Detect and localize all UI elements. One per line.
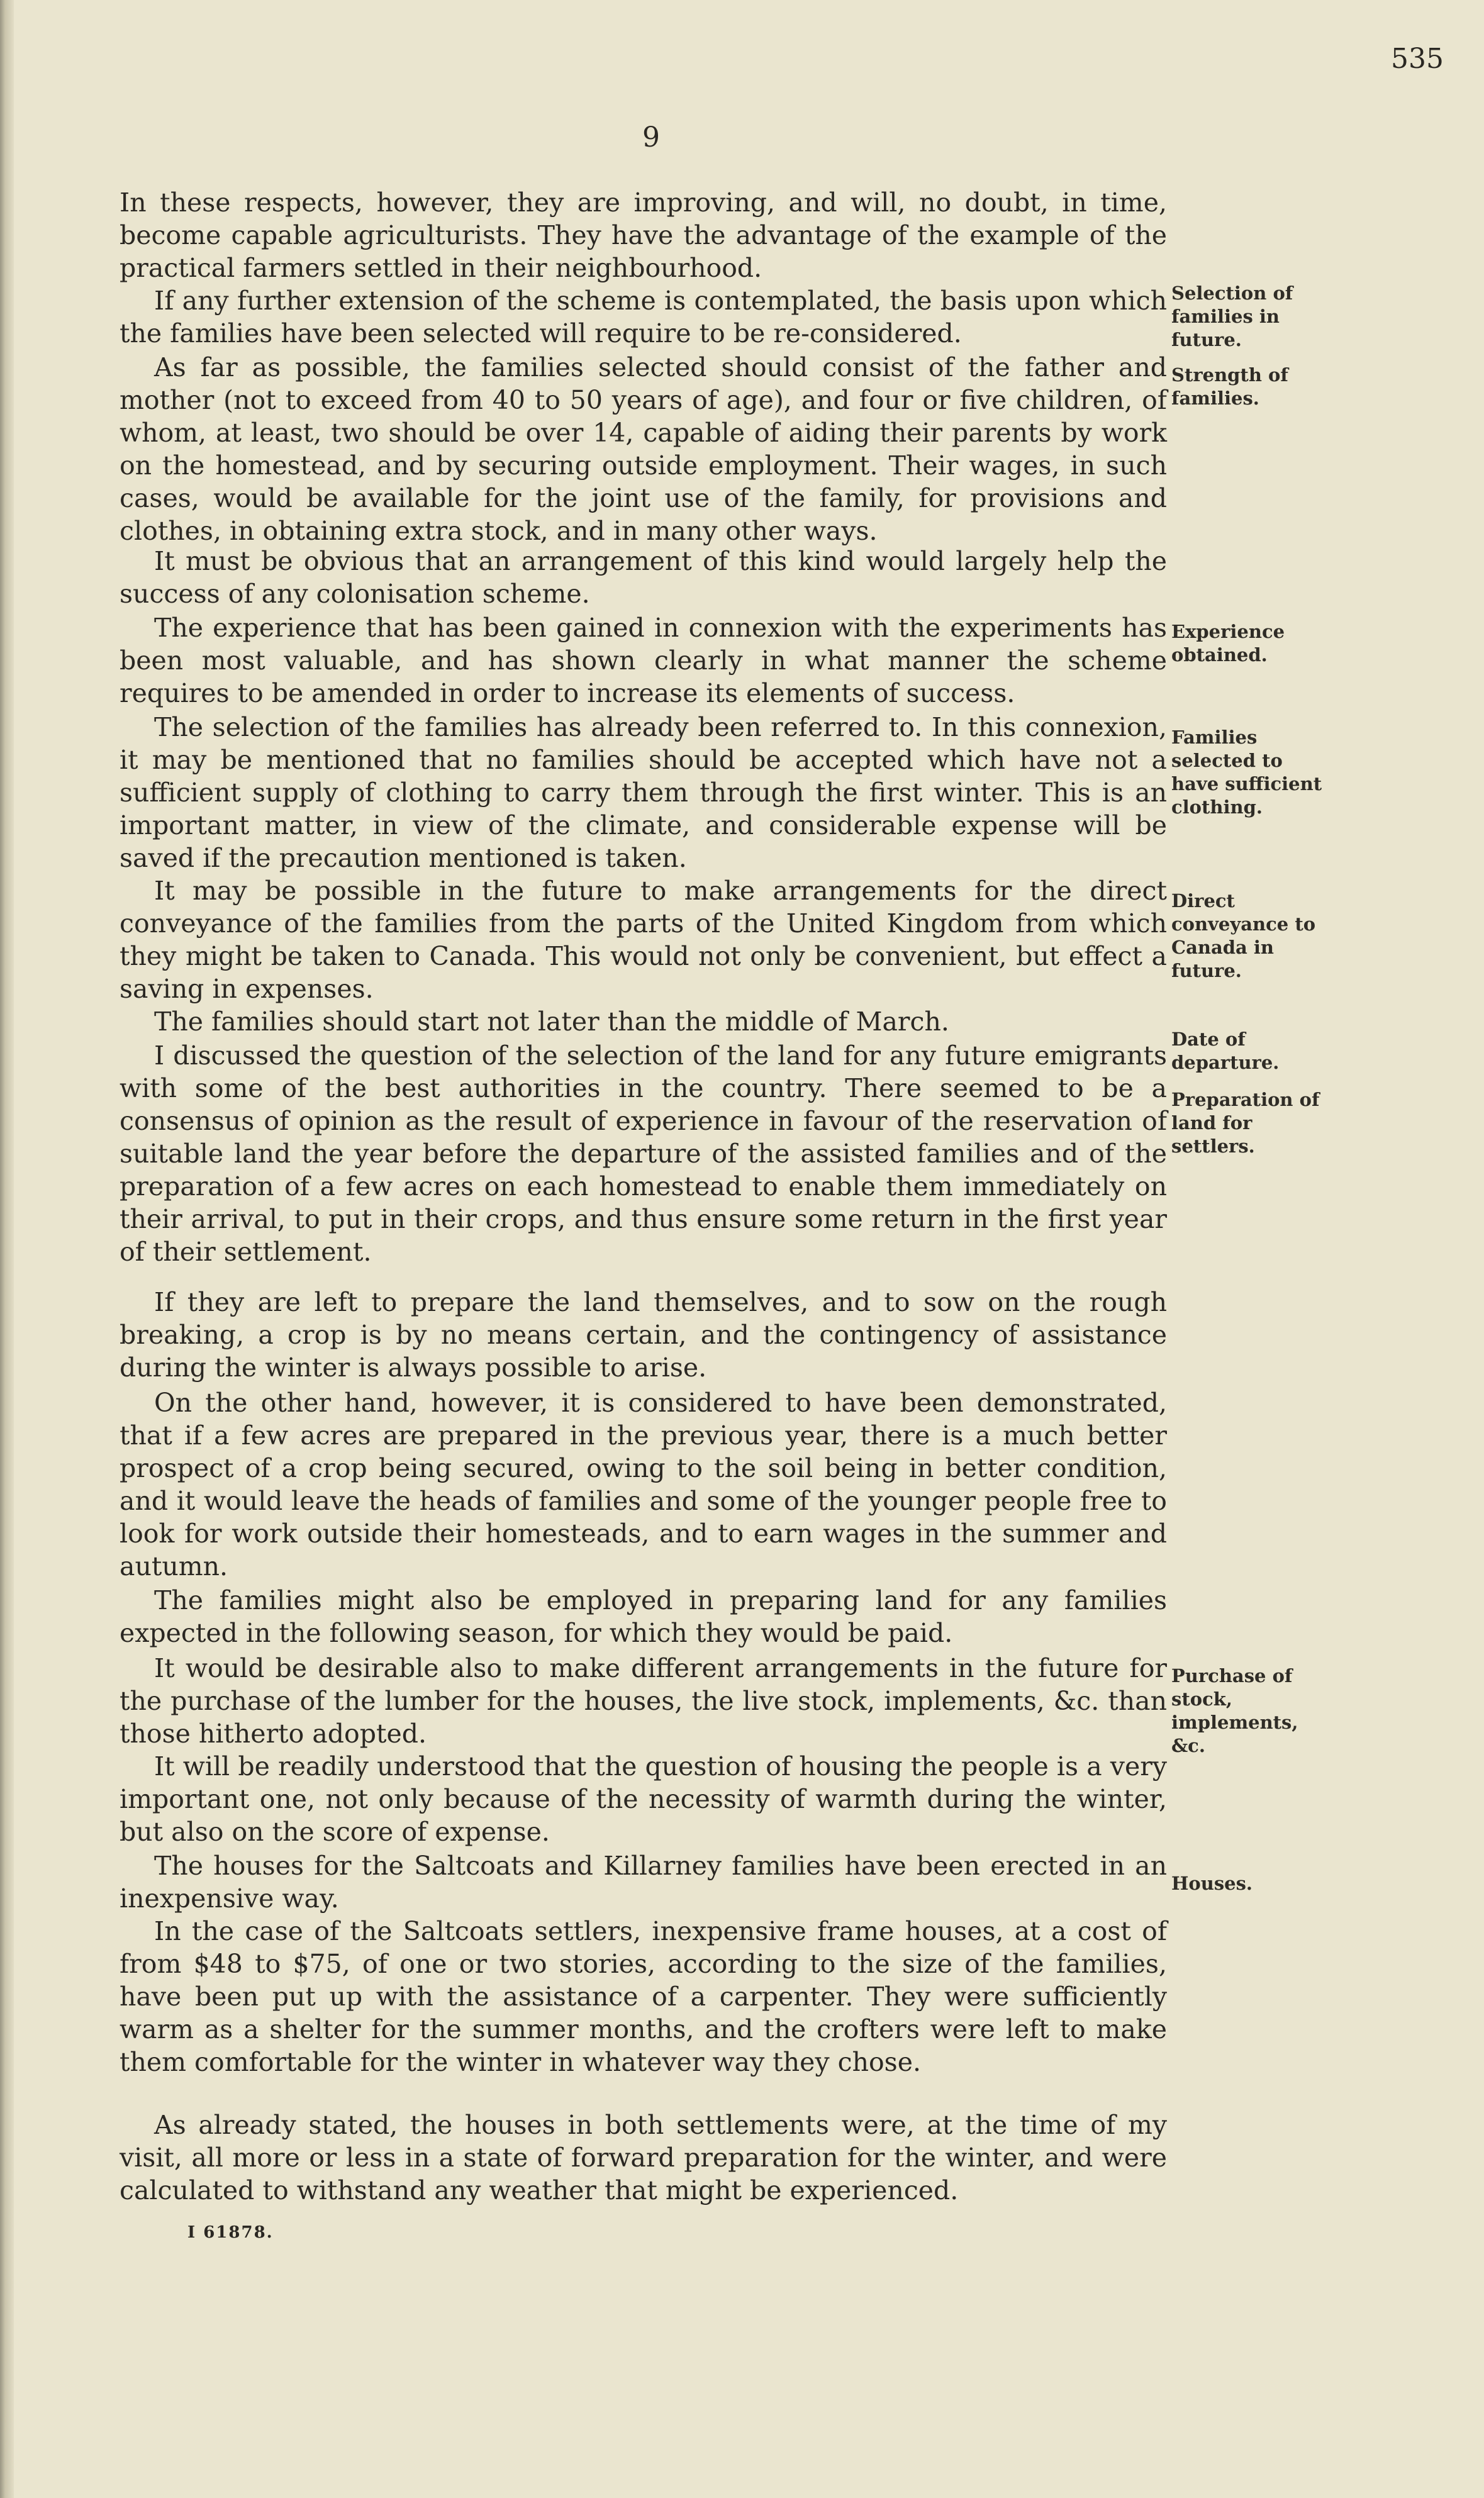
paragraph: It must be obvious that an arrangement of this kind would largely help the success of any colonisation scheme. [120, 546, 1167, 609]
printer-signature: I 61878. [187, 2223, 274, 2242]
paragraph: As far as possible, the families selected should consist of the father and mother (not to exceed from 40 to 50 years of age), and four or five children, of whom, at least, two should be over 14, capable of aiding their parents by work on the homestead, and by securing outside employment. Their wages, in such cases, would be available for the joint use of the family, for provisions and clothes, in obtaining extra stock, and in many other ways. [120, 352, 1167, 546]
margin-note: Preparation of land for settlers. [1171, 1089, 1320, 1157]
paragraph: It would be desirable also to make different arrangements in the future for the purchase of the lumber for the houses, the live stock, implements, &c. than those hitherto adopted. [120, 1653, 1167, 1749]
paragraph: I discussed the question of the selection of the land for any future emigrants with some of the best authorities in the country. There seemed to be a consensus of opinion as the result of experience in favour of the reservation of suitable land the year before the departure of the assisted families and of the preparation of a few acres on each homestead to enable them immediately on their arrival, to put in their crops, and thus ensure some return in the first year of their settlement. [120, 1040, 1167, 1267]
paragraph: In the case of the Saltcoats settlers, inexpensive frame houses, at a cost of from $48 to $75, of one or two stories, according to the size of the families, have been put up with the assistance of a carpenter. They were sufficiently warm as a shelter for the summer months, and the crofters were left to make them comfortable for the winter in whatever way they chose. [120, 1916, 1167, 2077]
margin-note: Selection of families in future. [1171, 282, 1293, 350]
paragraph: The selection of the families has already been referred to. In this connexion, it may be mentioned that no families should be accepted which have not a sufficient supply of clothing to carry them through the first winter. This is an important matter, in view of the climate, and considerable expense will be saved if the precaution mentioned is taken. [120, 712, 1167, 873]
paragraph: As already stated, the houses in both settlements were, at the time of my visit, all more or less in a state of forward preparation for the winter, and were calculated to withstand any weather that might be experienced. [120, 2110, 1167, 2205]
paragraph: It will be readily understood that the question of housing the people is a very important one, not only because of the necessity of warmth during the winter, but also on the score of expense. [120, 1751, 1167, 1847]
page-number: 535 [1391, 43, 1444, 75]
folio-number: 9 [642, 121, 660, 153]
paragraph: On the other hand, however, it is considered to have been demonstrated, that if a few acres are prepared in the previous year, there is a much better prospect of a crop being secured, owing to the soil being in better condition, and it would leave the heads of families and some of the younger people free to look for work outside their homesteads, and to earn wages in the summer and autumn. [120, 1388, 1167, 1581]
margin-note: Purchase of stock, implements, &c. [1171, 1665, 1298, 1756]
paragraph: If any further extension of the scheme is contemplated, the basis upon which the families have been selected will require to be re-considered. [120, 286, 1167, 348]
margin-note: Direct conveyance to Canada in future. [1171, 890, 1316, 981]
paragraph: If they are left to prepare the land themselves, and to sow on the rough breaking, a crop is by no means certain, and the contingency of assistance during the winter is always possible to arise. [120, 1287, 1167, 1383]
paragraph: The experience that has been gained in connexion with the experiments has been most valuable, and has shown clearly in what manner the scheme requires to be amended in order to increase its elements of success. [120, 613, 1167, 708]
margin-note: Strength of families. [1171, 364, 1288, 409]
paragraph: The families should start not later than the middle of March. [154, 1006, 949, 1037]
paragraph: It may be possible in the future to make arrangements for the direct conveyance of the families from the parts of the United Kingdom from which they might be taken to Canada. This would not only be convenient, but effect a saving in expenses. [120, 876, 1167, 1004]
paragraph: The houses for the Saltcoats and Killarney families have been erected in an inexpensive way. [120, 1851, 1167, 1914]
margin-note: Houses. [1171, 1873, 1253, 1894]
margin-note: Date of departure. [1171, 1029, 1280, 1073]
margin-note: Experience obtained. [1171, 621, 1285, 666]
page-binding-edge [0, 0, 14, 2498]
paragraph: The families might also be employed in preparing land for any families expected in the following season, for which they would be paid. [120, 1585, 1167, 1648]
margin-note: Families selected to have sufficient clothing. [1171, 727, 1322, 818]
paragraph: In these respects, however, they are improving, and will, no doubt, in time, become capable agriculturists. They have the advantage of the example of the practical farmers settled in their neighbourhood. [120, 187, 1167, 283]
